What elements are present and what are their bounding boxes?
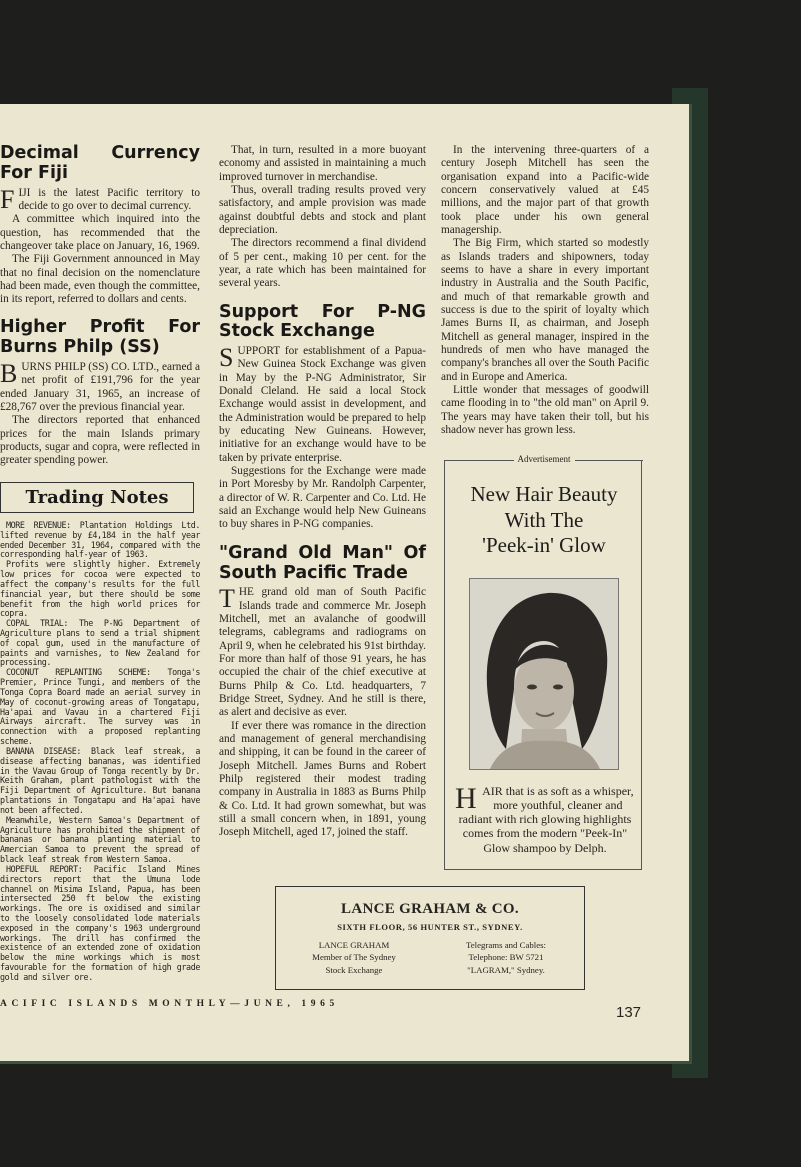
article-paragraph: BURNS PHILP (SS) CO. LTD., earned a net profit of £191,796 for the year ended January 31, 1965, an increase of £28,767 over the previous financial year.	[0, 359, 200, 413]
trading-note: COCONUT REPLANTING SCHEME: Tonga's Premier, Prince Tungi, and members of the Tonga Copra Board made an aerial survey in May of coconut-growing areas of Tongatapu, Ha'apai and Vavau in a chartered Fiji Airways aircraft. The survey was in connection with a proposed replanting scheme.	[0, 667, 200, 747]
column-left	[0, 144, 200, 983]
article-paragraph: THE grand old man of South Pacific Islands trade and commerce Mr. Joseph Mitchell, met an avalanche of goodwill telegrams, cablegrams and radiograms on April 9, when he celebrated his 91st birthday. For more than half of those 91 years, he has occupied the chair of the chief executive at Burns Philp & Co. Ltd. headquarters, 7 Bridge Street, Sydney. And he still is there, as alert and decisive as ever.	[219, 584, 426, 719]
advertisement-label: Advertisement	[514, 454, 575, 464]
article-paragraph: FIJI is the latest Pacific territory to decide to go over to decimal currency.	[0, 184, 200, 214]
trading-note: BANANA DISEASE: Black leaf streak, a disease affecting bananas, was identified in the Vavau Group of Tonga recently by Dr. Keith Graham, plant pathologist with the Fiji Department of Agriculture. But banana plantations in Tongatapu and Ha'apai have not been affected.	[0, 745, 200, 815]
article-paragraph: The directors recommend a final dividend of 5 per cent., making 10 per cent. for the year, a rate which has been maintained for several years.	[219, 237, 426, 290]
trading-notes-body	[0, 521, 200, 983]
article-paragraph: The Big Firm, which started so modestly as Islands traders and shipowners, today seems to have a share in every important industry in Australia and the South Pacific, and much of that remarkable growth and success is due to the spirit of loyalty which James Burns II, as chairman, and Joseph Mitchell as general manager, inspired in the hundreds of men who have managed the company's branches all over the South Pacific and in Europe and America.	[441, 237, 649, 383]
article-paragraph: If ever there was romance in the direction and management of general merchandising and shipping, it can be found in the career of Joseph Mitchell. James Burns and Robert Philp registered their modest trading company in Australia in 1883 as Burns Philp & Co. Ltd. It had grown somewhat, but was still a small concern when, in 1891, young Joseph Mitchell, aged 17, joined the staff.	[219, 719, 426, 839]
trading-note: MORE REVENUE: Plantation Holdings Ltd. lifted revenue by £4,184 in the half year ended December 31, 1964, compared with the corresponding half-year of 1963.	[0, 519, 200, 560]
advertisement-box	[444, 454, 642, 870]
column-right	[441, 144, 649, 437]
article-paragraph: The directors reported that enhanced prices for the main Islands primary products, sugar and copra, were reflected in greater spending power.	[0, 414, 200, 467]
headline-burns-philp: Higher Profit For Burns Philp (SS)	[0, 317, 200, 358]
headline-stock-exchange: Support For P-NG Stock Exchange	[219, 301, 426, 342]
lance-graham-ad	[275, 886, 585, 990]
trading-note: COPAL TRIAL: The P-NG Department of Agriculture plans to send a trial shipment of copal gum, used in the manufacture of paints and varnishes, to New Zealand for processing.	[0, 618, 200, 668]
magazine-page	[0, 104, 692, 1064]
trading-note: Meanwhile, Western Samoa's Department of Agriculture has prohibited the shipment of bananas or banana planting material to Amercian Samoa to prevent the spread of black leaf streak from Western Samoa.	[0, 814, 200, 865]
advertisement-copy: HAIR that is as soft as a whisper, more youthful, cleaner and radiant with rich glowing highlights comes from the modern "Peek-In" Glow shampoo by Delph.	[455, 782, 634, 855]
headline-grand-old-man: "Grand Old Man" Of South Pacific Trade	[219, 542, 426, 583]
woman-portrait-photo	[469, 578, 619, 770]
firm-address: SIXTH FLOOR, 56 HUNTER ST., SYDNEY.	[337, 922, 523, 932]
advertisement-title: New Hair Beauty With The 'Peek-in' Glow	[470, 482, 618, 558]
trading-note: HOPEFUL REPORT: Pacific Island Mines directors report that the Umuna lode channel on Misima Island, Papua, has been intersected 250 ft below the existing workings. The ore is oxidised and similar to the loosely consolidated lode materials exposed in the company's 1963 underground workings. The drill has confirmed the existence of an extended zone of oxidation below the mine workings which is most favourable for the formation of high grade gold and silver ore.	[0, 863, 200, 982]
article-paragraph: That, in turn, resulted in a more buoyant economy and assisted in maintaining a much improved turnover in merchandise.	[219, 144, 426, 183]
article-paragraph: Little wonder that messages of goodwill came flooding in to "the old man" on April 9. The years may have taken their toll, but his shadow never has grown less.	[441, 383, 649, 436]
trading-notes-heading: Trading Notes	[0, 482, 194, 513]
running-footer: ACIFIC ISLANDS MONTHLY—JUNE, 1965	[0, 999, 339, 1009]
firm-member-info: LANCE GRAHAM Member of The Sydney Stock Exchange	[312, 940, 396, 975]
page-number: 137	[616, 1004, 642, 1021]
article-paragraph: The Fiji Government announced in May that no final decision on the nomenclature had been made, even though the committee, in its report, referred to dollars and cents.	[0, 253, 200, 306]
article-paragraph: Suggestions for the Exchange were made in Port Moresby by Mr. Randolph Carpenter, a director of W. R. Carpenter and Co. Ltd. He said an Exchange would help New Guineans to buy shares in P-NG companies.	[219, 465, 426, 531]
column-middle	[219, 144, 426, 840]
article-paragraph: In the intervening three-quarters of a century Joseph Mitchell has seen the organisation expand into a Pacific-wide concern conservatively valued at £45 millions, and the major part of that growth took place under his own general managership.	[441, 144, 649, 236]
headline-decimal-currency: Decimal Currency For Fiji	[0, 143, 200, 183]
article-paragraph: Thus, overall trading results proved very satisfactory, and ample provision was made against doubtful debts and stock and plant depreciation.	[219, 183, 426, 236]
firm-contact-info: Telegrams and Cables: Telephone: BW 5721 "LAGRAM," Sydney.	[466, 940, 546, 975]
article-paragraph: A committee which inquired into the question, has recommended that the changeover take place on January, 16, 1969.	[0, 213, 200, 252]
trading-note: Profits were slightly higher. Extremely low prices for cocoa were expected to affect the company's results for the full financial year, but there should be some benefit from the high world prices for copra.	[0, 559, 200, 619]
firm-name: LANCE GRAHAM & CO.	[341, 901, 519, 917]
article-paragraph: SUPPORT for establishment of a Papua-New Guinea Stock Exchange was given in May by the P-NG Administrator, Sir Donald Cleland. He said a local Stock Exchange would assist in development, and the Administration would be prepared to help by educating New Guineans. However, initiative for an exchange would have to be taken by private enterprise.	[219, 343, 426, 464]
